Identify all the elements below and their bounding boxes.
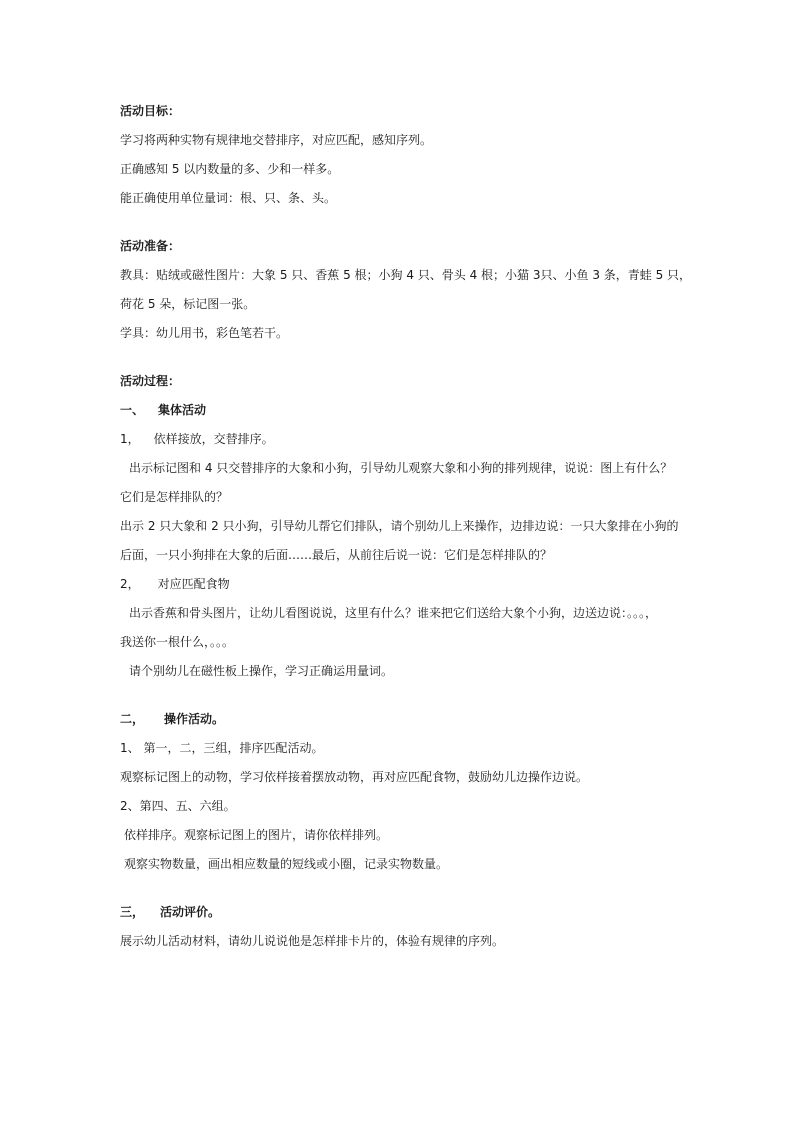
part2-title: 操作活动。 <box>164 712 225 726</box>
part3-desc: 展示幼儿活动材料，请幼儿说说他是怎样排卡片的，体验有规律的序列。 <box>120 934 505 948</box>
step2-paragraph-1-line-1: 出示香蕉和骨头图片，让幼儿看图说说，这里有什么？谁来把它们送给大象个小狗，边送边说：。。。， <box>129 606 658 620</box>
step2-heading <box>120 576 230 592</box>
step1-paragraph-1-line-2: 它们是怎样排队的？ <box>120 490 229 504</box>
part2-item-2-desc-1: 依样排序。观察标记图上的图片，请你依样排列。 <box>124 828 389 842</box>
step1-paragraph-2-line-1: 出示 2 只大象和 2 只小狗，引导幼儿帮它们排队，请个别幼儿上来操作，边排边说：一只大象排在小狗的 <box>120 519 679 533</box>
part1-title: 集体活动 <box>158 403 207 417</box>
teaching-aids-line-2: 荷花 5 朵，标记图一张。 <box>120 297 256 311</box>
goal-item-3: 能正确使用单位量词：根、只、条、头。 <box>120 191 337 205</box>
part1-heading <box>120 402 206 418</box>
teaching-aids-line-1: 教具：贴绒或磁性图片：大象 5 只、香蕉 5 根；小狗 4 只、骨头 4 根；小猫 3只、小鱼 3 条，青蛙 5 只， <box>120 268 692 282</box>
preparation-heading: 活动准备： <box>120 239 181 253</box>
goals-heading: 活动目标： <box>120 104 181 118</box>
goal-item-2: 正确感知 5 以内数量的多、少和一样多。 <box>120 162 340 176</box>
part3-heading <box>120 904 220 920</box>
part2-item-1: 1、 第一，二，三组，排序匹配活动。 <box>120 741 324 755</box>
step2-number: 2， <box>120 577 140 591</box>
step2-paragraph-2: 请个别幼儿在磁性板上操作，学习正确运用量词。 <box>129 664 394 678</box>
part2-heading <box>120 711 224 727</box>
student-aids: 学具：幼儿用书，彩色笔若干。 <box>120 326 289 340</box>
step1-paragraph-1-line-1: 出示标记图和 4 只交替排序的大象和小狗，引导幼儿观察大象和小狗的排列规律，说说：图上有什么？ <box>129 461 673 475</box>
part3-number: 三， <box>120 905 145 919</box>
goal-item-1: 学习将两种实物有规律地交替排序，对应匹配，感知序列。 <box>120 133 433 147</box>
part1-number: 一、 <box>120 403 145 417</box>
step1-paragraph-2-line-2: 后面，一只小狗排在大象的后面……最后，从前往后说一说：它们是怎样排队的？ <box>120 548 553 562</box>
part2-item-2-desc-2: 观察实物数量，画出相应数量的短线或小圈，记录实物数量。 <box>124 857 449 871</box>
step1-number: 1， <box>120 432 140 446</box>
step2-paragraph-1-line-2: 我送你一根什么，。。。 <box>120 635 235 649</box>
part2-item-1-desc: 观察标记图上的动物，学习依样接着摆放动物，再对应匹配食物，鼓励幼儿边操作边说。 <box>120 770 589 784</box>
step2-title: 对应匹配食物 <box>157 577 230 591</box>
step1-title: 依样接放，交替排序。 <box>153 432 274 446</box>
step1-heading <box>120 431 274 447</box>
part2-item-2: 2、第四、五、六组。 <box>120 799 236 813</box>
process-heading: 活动过程： <box>120 374 181 388</box>
part2-number: 二， <box>120 712 145 726</box>
part3-title: 活动评价。 <box>160 905 221 919</box>
